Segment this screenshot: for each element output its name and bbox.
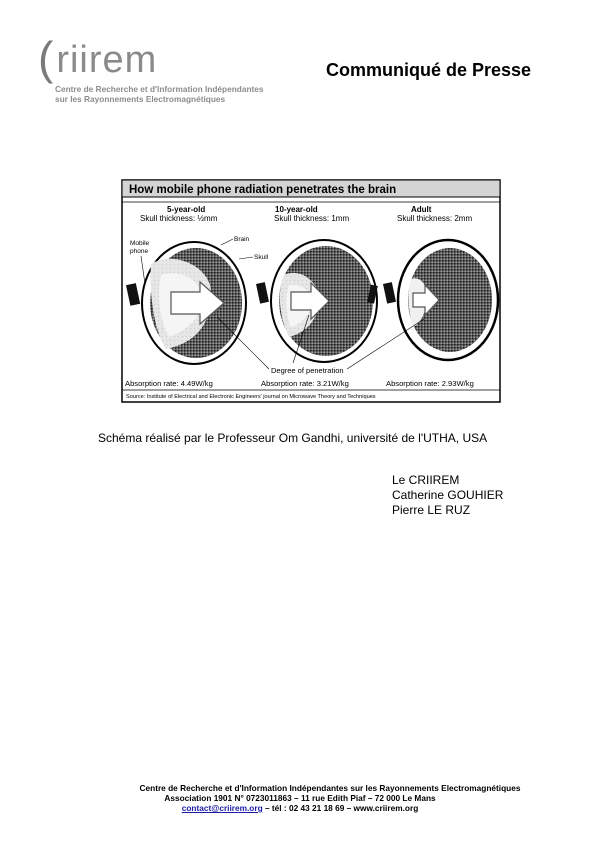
label-phone: phone xyxy=(130,248,149,255)
panel3-skull: Skull thickness: 2mm xyxy=(397,214,473,223)
criirem-logo xyxy=(38,32,264,104)
panel3-age: Adult xyxy=(411,205,432,214)
footer-line1: Centre de Recherche et d'Information Indépendantes sur les Rayonnements Electromagnétiques xyxy=(139,783,521,793)
label-mobile: Mobile xyxy=(130,240,150,247)
panel1-age: 5-year-old xyxy=(167,205,206,214)
panel1-skull: Skull thickness: ½mm xyxy=(140,214,218,223)
signature-name2: Pierre LE RUZ xyxy=(392,503,471,517)
radiation-diagram xyxy=(121,179,501,403)
footer xyxy=(0,783,600,813)
label-penetration: Degree of penetration xyxy=(271,366,344,375)
panel1-absorption: Absorption rate: 4.49W/kg xyxy=(125,379,213,388)
panel3-absorption: Absorption rate: 2.93W/kg xyxy=(386,379,474,388)
footer-email-link[interactable]: contact@criirem.org xyxy=(181,803,263,813)
panel2-absorption: Absorption rate: 3.21W/kg xyxy=(261,379,349,388)
logo-paren: ( xyxy=(38,32,55,84)
logo-wordmark xyxy=(38,32,264,84)
logo-subtitle-line1: Centre de Recherche et d'Information Indépendantes xyxy=(55,84,264,94)
signature-org: Le CRIIREM xyxy=(392,473,460,487)
panel2-skull: Skull thickness: 1mm xyxy=(274,214,350,223)
label-skull: Skull xyxy=(254,254,269,261)
signature-name1: Catherine GOUHIER xyxy=(392,488,504,502)
footer-line3 xyxy=(0,803,600,813)
figure-source: Source: Institute of Electrical and Electronic Engineers' journal on Microwave Theory and Techniques xyxy=(126,394,376,400)
page-title: Communiqué de Presse xyxy=(326,60,532,80)
logo-text: riirem xyxy=(56,39,158,81)
label-brain: Brain xyxy=(234,236,250,243)
panel2-age: 10-year-old xyxy=(275,205,318,214)
footer-line2: Association 1901 N° 0723011863 – 11 rue Edith Piaf – 72 000 Le Mans xyxy=(164,793,436,803)
signature-block xyxy=(392,473,503,518)
logo-subtitle-line2: sur les Rayonnements Electromagnétiques xyxy=(55,94,226,104)
figure-caption: Schéma réalisé par le Professeur Om Gandhi, université de l'UTHA, USA xyxy=(98,431,488,445)
logo-subtitle xyxy=(55,84,264,104)
footer-contact-rest: – tél : 02 43 21 18 69 – www.criirem.org xyxy=(262,803,419,813)
figure-title: How mobile phone radiation penetrates the brain xyxy=(129,184,397,196)
radiation-figure xyxy=(121,179,501,403)
